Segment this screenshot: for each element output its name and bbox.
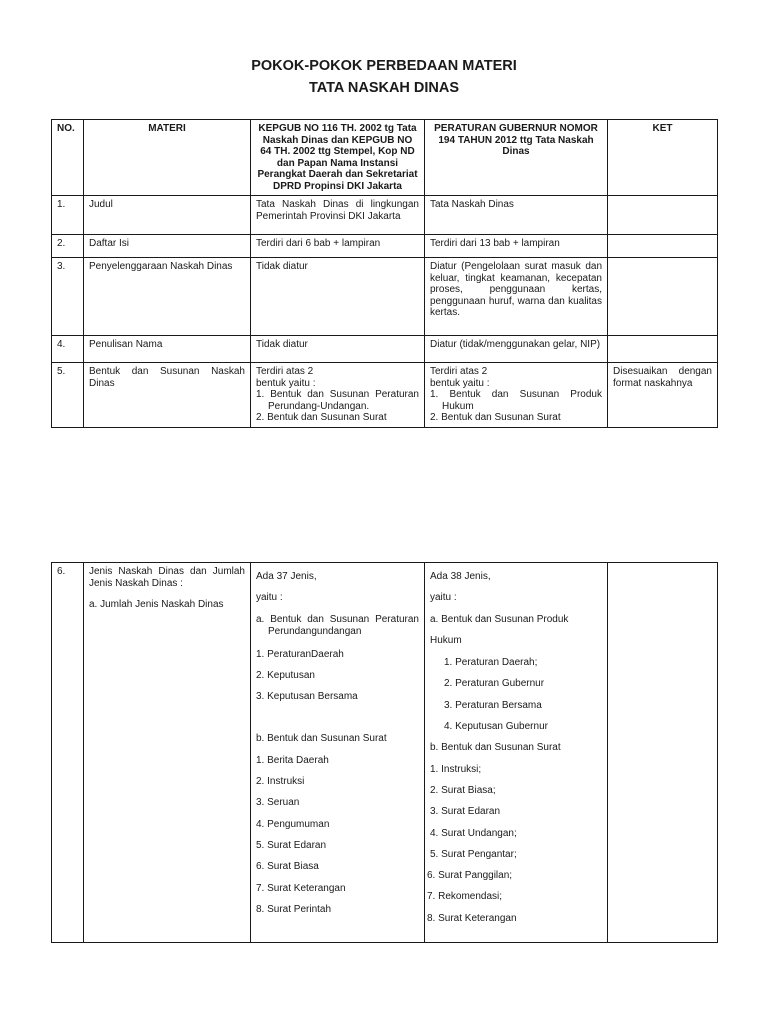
list-item: 1. Berita Daerah xyxy=(256,754,329,766)
pergub-b-label: b. Bentuk dan Susunan Surat xyxy=(430,742,561,754)
comparison-table xyxy=(51,119,718,428)
list-item: 1. PeraturanDaerah xyxy=(256,648,344,660)
cell-materi: Penyelenggaraan Naskah Dinas xyxy=(84,258,251,336)
materi-line1: Jenis Naskah Dinas dan Jumlah Jenis Naskah Dinas : xyxy=(89,566,245,589)
header-no: NO. xyxy=(52,120,84,196)
table-row xyxy=(52,563,718,943)
cell-materi xyxy=(84,563,251,943)
list-item: 1. Peraturan Daerah; xyxy=(444,657,538,669)
list-item: 6. Surat Biasa xyxy=(256,861,319,873)
cell-pergub: Diatur (Pengelolaan surat masuk dan keluar, tingkat keamanan, kecepatan proses, penggunaan kertas, penggunaan huruf, warna dan kualitas kertas. xyxy=(425,258,608,336)
pergub-sub: yaitu : xyxy=(430,592,457,604)
cell-kepgub: Tidak diatur xyxy=(251,336,425,363)
cell-no: 5. xyxy=(52,363,84,428)
table-row xyxy=(52,235,718,258)
pergub-intro: Ada 38 Jenis, xyxy=(430,571,491,582)
list-item: 1. Instruksi; xyxy=(430,763,482,775)
page-title: POKOK-POKOK PERBEDAAN MATERI xyxy=(251,58,517,74)
list-item: 2. Keputusan xyxy=(256,669,315,681)
list-item: 1. Bentuk dan Susunan Produk Hukum xyxy=(430,389,602,412)
header-pergub: PERATURAN GUBERNUR NOMOR 194 TAHUN 2012 ttg Tata Naskah Dinas xyxy=(425,120,608,196)
pergub-intro: Terdiri atas 2 xyxy=(430,366,488,377)
cell-ket xyxy=(608,235,718,258)
list-item: 3. Seruan xyxy=(256,797,300,809)
header-kepgub: KEPGUB NO 116 TH. 2002 tg Tata Naskah Dinas dan KEPGUB NO 64 TH. 2002 ttg Stempel, Kop ND dan Papan Nama Instansi Perangkat Daerah dan Sekretariat DPRD Propinsi DKI Jakarta xyxy=(251,120,425,196)
list-item: 7. Surat Keterangan xyxy=(256,882,346,894)
list-item: 1. Bentuk dan Susunan Peraturan Perundang-Undangan. xyxy=(256,389,419,412)
list-item: 5. Surat Pengantar; xyxy=(430,848,517,860)
pergub-sub: bentuk yaitu : xyxy=(430,377,490,389)
cell-pergub: Tata Naskah Dinas xyxy=(425,196,608,235)
cell-no: 6. xyxy=(52,563,84,943)
list-item: 3. Peraturan Bersama xyxy=(444,699,542,711)
cell-materi: Bentuk dan Susunan Naskah Dinas xyxy=(84,363,251,428)
cell-pergub: Diatur (tidak/menggunakan gelar, NIP) xyxy=(425,336,608,363)
table-row xyxy=(52,363,718,428)
list-item: 7. Rekomendasi; xyxy=(427,891,503,903)
kepgub-sub: yaitu : xyxy=(256,592,283,604)
list-item: 2. Bentuk dan Susunan Surat xyxy=(256,412,387,423)
cell-no: 1. xyxy=(52,196,84,235)
list-item: 8. Surat Perintah xyxy=(256,903,332,915)
comparison-table-continued xyxy=(51,562,718,943)
list-item: 2. Bentuk dan Susunan Surat xyxy=(430,412,561,423)
pergub-a-label: a. Bentuk dan Susunan Produk Hukum xyxy=(430,613,569,646)
kepgub-a-label: a. Bentuk dan Susunan Peraturan Perundangundangan xyxy=(256,613,419,638)
cell-ket xyxy=(608,258,718,336)
cell-ket xyxy=(608,196,718,235)
cell-kepgub: Tidak diatur xyxy=(251,258,425,336)
cell-no: 2. xyxy=(52,235,84,258)
cell-ket xyxy=(608,336,718,363)
list-item: 8. Surat Keterangan xyxy=(427,912,517,924)
cell-kepgub: Terdiri dari 6 bab + lampiran xyxy=(251,235,425,258)
list-item: 2. Instruksi xyxy=(256,776,305,788)
list-item: 4. Keputusan Gubernur xyxy=(444,721,548,733)
list-item: 2. Peraturan Gubernur xyxy=(444,678,545,690)
cell-materi: Judul xyxy=(84,196,251,235)
cell-kepgub xyxy=(251,563,425,943)
cell-materi: Penulisan Nama xyxy=(84,336,251,363)
table-row xyxy=(52,258,718,336)
kepgub-intro: Ada 37 Jenis, xyxy=(256,571,317,582)
cell-pergub: Terdiri dari 13 bab + lampiran xyxy=(425,235,608,258)
list-item: 5. Surat Edaran xyxy=(256,839,327,851)
cell-ket xyxy=(608,563,718,943)
list-item: 2. Surat Biasa; xyxy=(430,784,496,796)
cell-kepgub xyxy=(251,363,425,428)
page-subtitle: TATA NASKAH DINAS xyxy=(308,80,460,96)
cell-pergub xyxy=(425,363,608,428)
header-materi: MATERI xyxy=(84,120,251,196)
kepgub-intro: Terdiri atas 2 xyxy=(256,366,314,377)
cell-kepgub: Tata Naskah Dinas di lingkungan Pemerintah Provinsi DKI Jakarta xyxy=(251,196,425,235)
list-item: 3. Keputusan Bersama xyxy=(256,691,358,703)
cell-materi: Daftar Isi xyxy=(84,235,251,258)
cell-no: 4. xyxy=(52,336,84,363)
list-item: 4. Surat Undangan; xyxy=(430,827,517,839)
cell-pergub xyxy=(425,563,608,943)
kepgub-sub: bentuk yaitu : xyxy=(256,377,316,389)
list-item: 6. Surat Panggilan; xyxy=(427,870,513,882)
list-item: 4. Pengumuman xyxy=(256,818,330,830)
list-item: 3. Surat Edaran xyxy=(430,806,501,818)
materi-line2: a. Jumlah Jenis Naskah Dinas xyxy=(89,599,224,610)
cell-ket: Disesuaikan dengan format naskahnya xyxy=(608,363,718,428)
cell-no: 3. xyxy=(52,258,84,336)
header-ket: KET xyxy=(608,120,718,196)
table-row xyxy=(52,336,718,363)
table-row xyxy=(52,196,718,235)
table-header-row xyxy=(52,120,718,196)
kepgub-b-label: b. Bentuk dan Susunan Surat xyxy=(256,733,387,745)
